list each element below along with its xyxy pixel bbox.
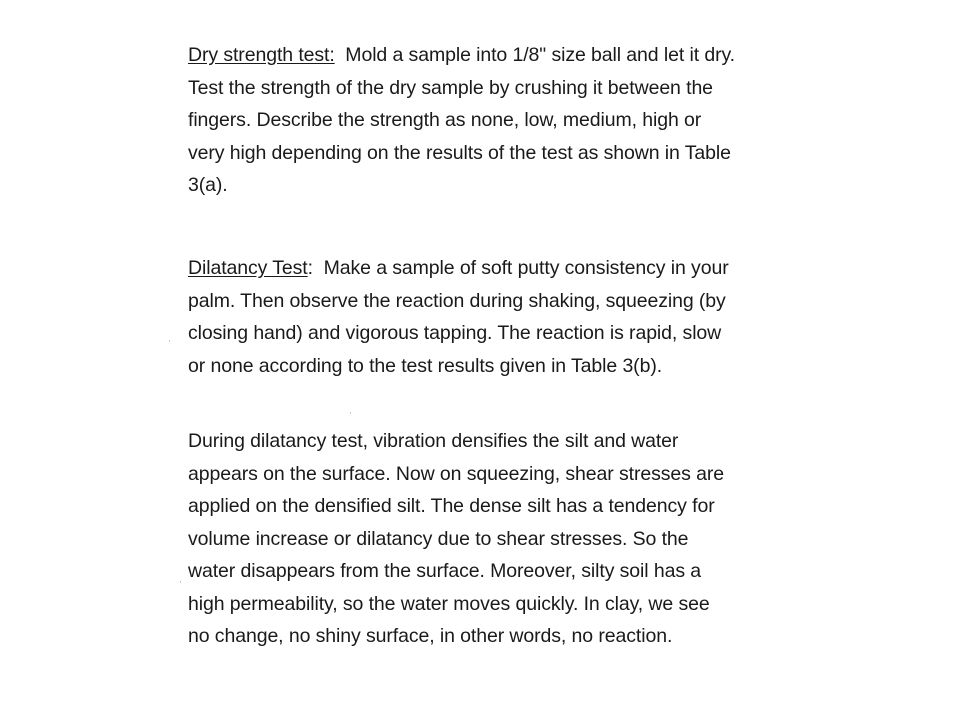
dry-strength-first-line-text: Mold a sample into 1/8" size ball and let it dry. bbox=[334, 44, 735, 66]
dry-strength-first-line bbox=[188, 39, 788, 72]
explanation-line: applied on the densified silt. The dense silt has a tendency for bbox=[188, 495, 715, 517]
dry-strength-paragraph bbox=[188, 39, 788, 202]
dry-strength-heading: Dry strength test: bbox=[188, 44, 335, 66]
dry-strength-line: fingers. Describe the strength as none, low, medium, high or bbox=[188, 109, 702, 131]
dry-strength-line: very high depending on the results of the test as shown in Table bbox=[188, 141, 731, 164]
dilatancy-line: palm. Then observe the reaction during shaking, squeezing (by bbox=[188, 289, 726, 312]
dilatancy-first-line-text: : Make a sample of soft putty consistency in your bbox=[307, 257, 729, 279]
explanation-line: water disappears from the surface. Moreover, silty soil has a bbox=[188, 560, 702, 582]
dilatancy-line: or none according to the test results given in Table 3(b). bbox=[188, 354, 663, 377]
dilatancy-heading: Dilatancy Test bbox=[188, 257, 308, 279]
explanation-line: appears on the surface. Now on squeezing, shear stresses are bbox=[188, 462, 724, 485]
explanation-line: high permeability, so the water moves quickly. In clay, we see bbox=[188, 592, 710, 615]
dilatancy-paragraph bbox=[188, 252, 788, 382]
dry-strength-line: 3(a). bbox=[188, 174, 228, 196]
dilatancy-first-line bbox=[188, 252, 788, 285]
dilatancy-line: closing hand) and vigorous tapping. The reaction is rapid, slow bbox=[188, 322, 722, 344]
explanation-paragraph bbox=[188, 425, 788, 653]
scan-speck bbox=[169, 340, 170, 342]
explanation-line: During dilatancy test, vibration densifies the silt and water bbox=[188, 430, 679, 452]
dry-strength-line: Test the strength of the dry sample by crushing it between the bbox=[188, 76, 713, 99]
scan-speck bbox=[350, 412, 351, 414]
explanation-line: volume increase or dilatancy due to shear stresses. So the bbox=[188, 527, 689, 550]
scan-speck bbox=[180, 581, 181, 583]
explanation-line: no change, no shiny surface, in other words, no reaction. bbox=[188, 625, 673, 647]
